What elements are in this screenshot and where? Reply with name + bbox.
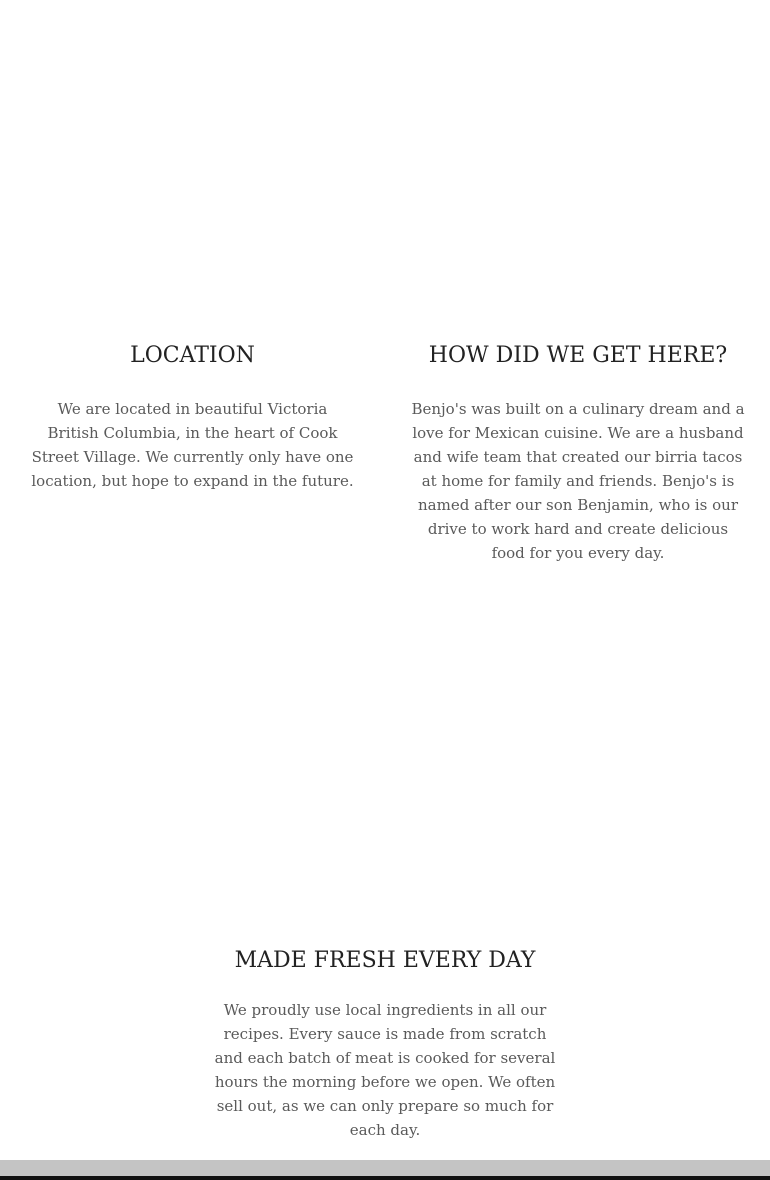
footer-bar [0,1160,770,1176]
location-text: We are located in beautiful Victoria British Columbia, in the heart of Cook Street Village. We currently only have one location, but hope to expand in the future. [31,399,354,490]
made-fresh-text: We proudly use local ingredients in all our recipes. Every sauce is made from scratch and each batch of meat is cooked for several hours the morning before we open. We often sell out, as we can only prepare so much for each day. [214,1000,556,1139]
location-section [30,342,355,493]
location-heading: LOCATION [130,343,255,368]
footer-edge [0,1176,770,1180]
history-section [410,342,746,565]
history-heading: HOW DID WE GET HERE? [428,343,728,368]
history-text: Benjo's was built on a culinary dream and a love for Mexican cuisine. We are a husband and wife team that created our birria tacos at home for family and friends. Benjo's is named after our son Benjamin, who is our drive to work hard and create delicious food for you every day. [411,399,745,562]
made-fresh-section [210,947,560,1142]
made-fresh-heading: MADE FRESH EVERY DAY [234,948,536,973]
